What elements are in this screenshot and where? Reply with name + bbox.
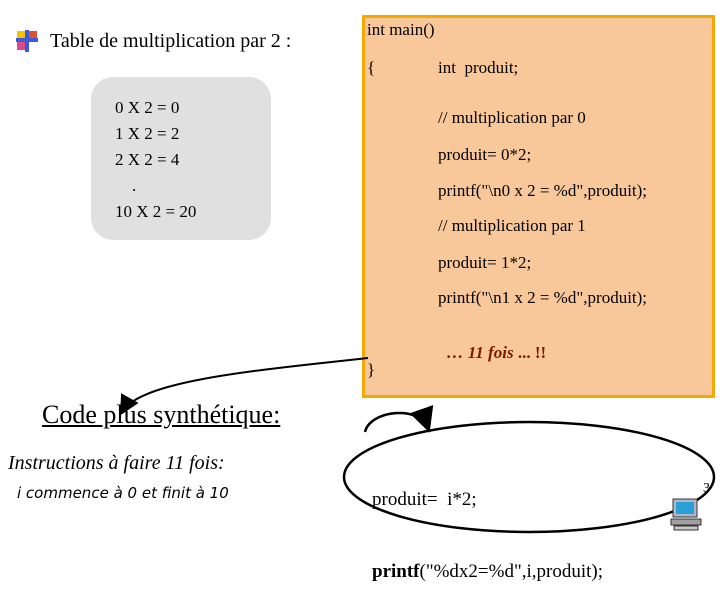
repeat-suffix: ... !! xyxy=(513,343,547,362)
code-main: int main() xyxy=(367,20,435,39)
synth-code-line-2 xyxy=(372,560,603,584)
printf-keyword: printf xyxy=(372,561,420,582)
instructions-sub: i commence à 0 et finit à 10 xyxy=(17,484,229,502)
table-line: . xyxy=(115,176,137,195)
code-comment-0: // multiplication par 0 xyxy=(438,108,586,127)
code-comment-1: // multiplication par 1 xyxy=(438,216,586,235)
table-line: 0 X 2 = 0 xyxy=(115,98,180,117)
code-assign-1: produit= 1*2; xyxy=(438,253,532,272)
table-line: 2 X 2 = 4 xyxy=(115,150,180,169)
instructions-label: Instructions à faire 11 fois: xyxy=(8,452,225,474)
computer-icon xyxy=(668,496,704,532)
code-open-brace: { xyxy=(367,58,376,77)
code-assign-0: produit= 0*2; xyxy=(438,145,532,164)
code-printf-1: printf("\n1 x 2 = %d",produit); xyxy=(438,288,648,307)
printf-args: ("%dx2=%d",i,produit); xyxy=(419,561,603,582)
code-printf-0: printf("\n0 x 2 = %d",produit); xyxy=(438,181,648,200)
synth-code xyxy=(372,440,603,608)
slide-title: Table de multiplication par 2 : xyxy=(50,29,292,52)
code-decl: int produit; xyxy=(438,58,519,77)
synth-code-line-1: produit= i*2; xyxy=(372,489,477,510)
repeat-count: … 11 fois xyxy=(446,343,514,362)
page-number: 3 xyxy=(703,481,710,496)
code-close-brace: } xyxy=(367,360,376,379)
synth-title: Code plus synthétique: xyxy=(42,400,281,429)
table-line: 1 X 2 = 2 xyxy=(115,124,180,143)
table-line: 10 X 2 = 20 xyxy=(115,202,197,221)
